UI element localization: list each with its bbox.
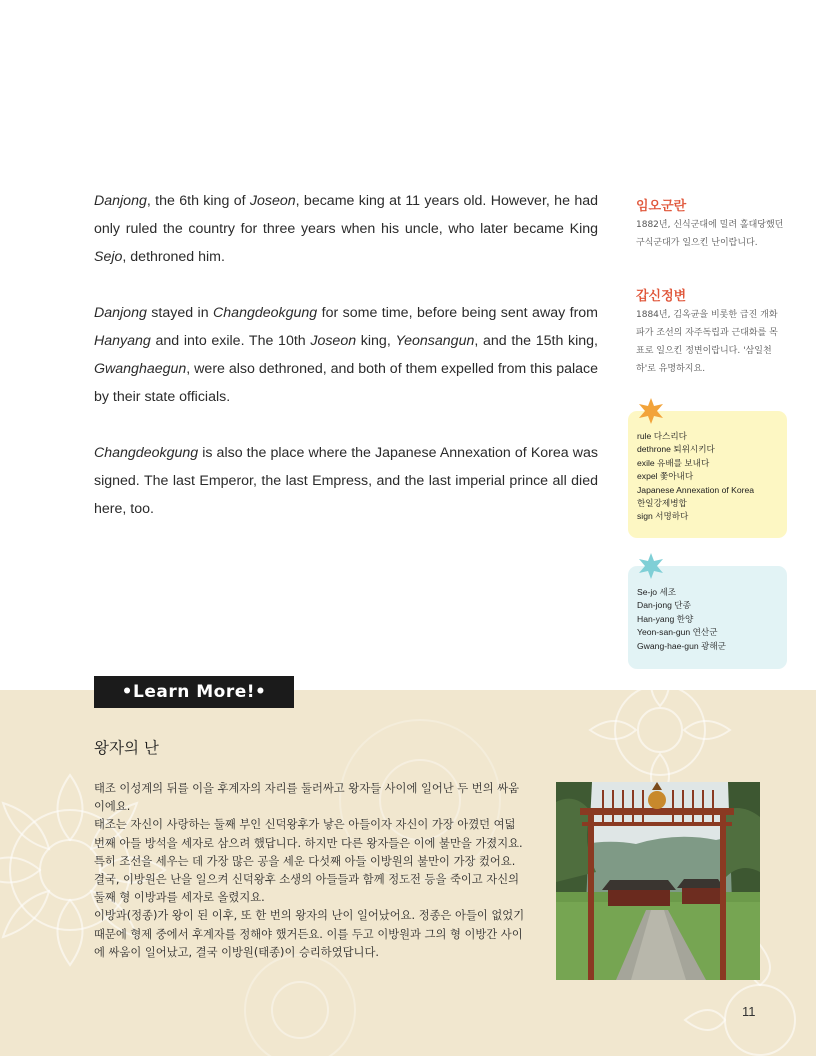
main-paragraph-2: [94, 299, 598, 411]
sidenote-text: 1884년, 김옥균을 비롯한 급진 개화파가 조선의 자주독립과 근대화를 목표로 일으킨 정변이랍니다. '삼일천하'로 유명하지요.: [636, 310, 778, 374]
star-teal-icon: [637, 552, 665, 580]
main-paragraph-1: [94, 187, 598, 271]
vocab-line: Yeon-san-gun 연산군: [637, 627, 718, 638]
vocab-line: Gwang-hae-gun 광해군: [637, 640, 726, 651]
vocab-line: rule 다스리다: [637, 431, 687, 441]
vocab-line: dethrone 퇴위시키다: [637, 444, 715, 455]
italic-term: Yeonsangun: [395, 333, 475, 349]
text-run: is also the place where the Japanese Annexation of Korea was signed. The last Emperor, the last Empress, and the last imperial prince all died here, too.: [94, 445, 598, 517]
vocab-line: expel 쫓아내다: [637, 471, 694, 482]
page-number: 11: [742, 1004, 756, 1019]
learn-more-paragraph: 이방과(정종)가 왕이 된 이후, 또 한 번의 왕자의 난이 일어났어요. 정종은 아들이 없었기 때문에 형제 중에서 후계자를 정해야 했거든요. 이를 두고 이방원과 그의 형 이방간 사이에 싸움이 일어났고, 결국 이방원(태종)이 승리하였답니다.: [94, 909, 525, 959]
text-run: , the 6th king of: [146, 193, 250, 209]
vocab-line: Japanese Annexation of Korea: [637, 484, 755, 495]
learn-more-banner: •Learn More!•: [94, 676, 294, 708]
sidenote-gapsin: [636, 288, 784, 378]
sidenote-title: 임오군란: [636, 199, 687, 214]
text-run: for some time, before being sent away from: [317, 305, 599, 321]
vocab-line: Se-jo 세조: [637, 587, 677, 597]
vocab-line: Dan-jong 단종: [637, 600, 691, 611]
text-run: and into exile. The 10th: [150, 333, 311, 349]
text-run: , were also dethroned, and both of them expelled from this palace by their state officials.: [94, 361, 598, 405]
text-run: king,: [356, 333, 396, 349]
italic-term: Changdeokgung: [94, 445, 199, 461]
vocab-box-english: [628, 411, 787, 538]
text-run: , dethroned him.: [122, 249, 225, 265]
text-run: , became king at 11 years old. However, he had only ruled the country for three years when his uncle, who later became King: [94, 193, 598, 237]
italic-term: Danjong: [94, 305, 147, 321]
italic-term: Joseon: [249, 193, 296, 209]
learn-more-paragraph: 태조 이성계의 뒤를 이을 후계자의 자리를 둘러싸고 왕자들 사이에 일어난 두 번의 싸움이에요.: [94, 782, 520, 814]
learn-more-paragraph: 태조는 자신이 사랑하는 둘째 부인 신덕왕후가 낳은 아들이자 자신이 가장 아꼈던 여덟 번째 아들 방석을 세자로 삼으려 했답니다. 하지만 다른 왕자들은 이에 불만을 가졌지요. 특히 조선을 세우는 데 가장 많은 공을 세운 다섯째 아들 이방원의 불만이 가장 컸어요. 결국, 이방원은 난을 일으켜 신덕왕후 소생의 아들들과 함께 정도전 등을 죽이고 자신의 둘째 형 이방과를 세자로 올렸지요.: [94, 818, 523, 905]
vocab-line: Han-yang 한양: [637, 613, 694, 624]
text-run: , and the 15th king,: [474, 333, 599, 349]
italic-term: Changdeokgung: [213, 305, 318, 321]
italic-term: Sejo: [94, 249, 123, 265]
italic-term: Hanyang: [94, 333, 151, 349]
sidenote-imo: [636, 198, 784, 252]
learn-more-body: [94, 780, 526, 962]
vocab-line: exile 유배를 보내다: [637, 457, 710, 468]
italic-term: Joseon: [310, 333, 357, 349]
star-orange-icon: [637, 397, 665, 425]
text-run: stayed in: [146, 305, 214, 321]
main-paragraph-3: [94, 439, 598, 523]
italic-term: Danjong: [94, 193, 147, 209]
vocab-line: 한일강제병합: [637, 498, 687, 509]
vocab-box-names: [628, 566, 787, 669]
royal-tomb-gate-photo: [556, 782, 760, 980]
main-text: [94, 187, 598, 551]
italic-term: Gwanghaegun: [94, 361, 187, 377]
learn-more-title: 왕자의 난: [94, 739, 159, 757]
vocab-line: sign 서명하다: [637, 511, 689, 522]
sidenote-title: 갑신정변: [636, 289, 687, 304]
sidenote-text: 1882년, 신식군대에 밀려 홀대당했던 구식군대가 일으킨 난이랍니다.: [636, 220, 784, 248]
